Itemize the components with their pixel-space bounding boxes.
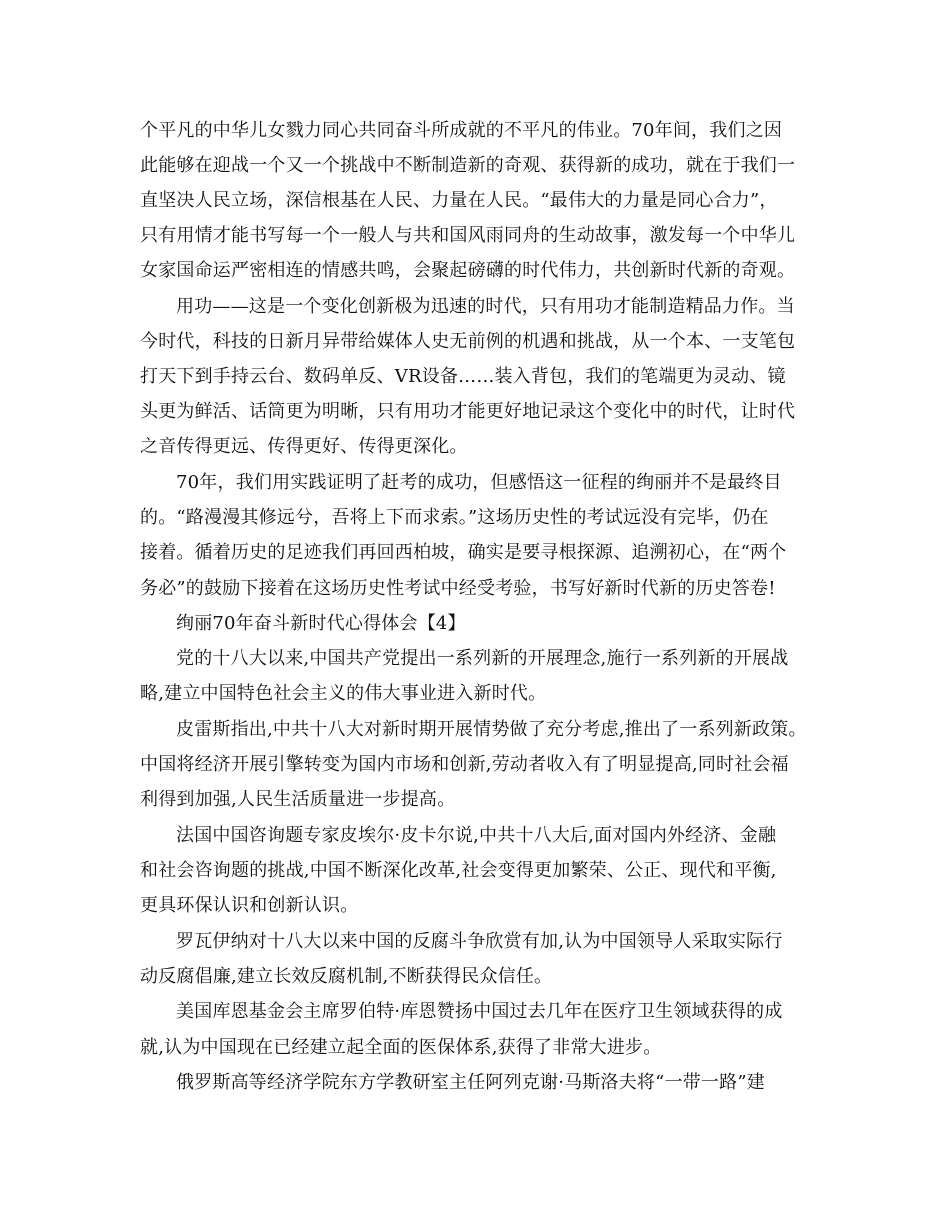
paragraph-line: 务必”的鼓励下接着在这场历史性考试中经受考验，书写好新时代新的历史答卷!: [140, 578, 776, 599]
paragraph-line: 直坚决人民立场，深信根基在人民、力量在人民。“最伟大的力量是同心合力”，: [140, 190, 778, 211]
paragraph-line: 略,建立中国特色社会主义的伟大事业进入新时代。: [140, 683, 547, 704]
paragraph-line: 和社会咨询题的挑战,中国不断深化改革,社会变得更加繁荣、公正、现代和平衡,: [140, 860, 777, 881]
paragraph-line: 俄罗斯高等经济学院东方学教研室主任阿列克谢·马斯洛夫将“一带一路”建: [176, 1072, 765, 1093]
paragraph-line: 70年，我们用实践证明了赶考的成功，但感悟这一征程的绚丽并不是最终目: [176, 472, 782, 493]
paragraph-line: 此能够在迎战一个又一个挑战中不断制造新的奇观、获得新的成功，就在于我们一: [140, 155, 796, 176]
paragraph-line: 美国库恩基金会主席罗伯特·库恩赞扬中国过去几年在医疗卫生领域获得的成: [176, 1001, 783, 1022]
paragraph-line: 动反腐倡廉,建立长效反腐机制,不断获得民众信任。: [140, 966, 553, 987]
paragraph-line: 利得到加强,人民生活质量进一步提高。: [140, 789, 456, 810]
paragraph-line: 皮雷斯指出,中共十八大对新时期开展情势做了充分考虑,推出了一系列新政策。: [176, 719, 807, 740]
paragraph-line: 更具环保认识和创新认识。: [140, 895, 359, 916]
paragraph-line: 就,认为中国现在已经建立起全面的医保体系,获得了非常大进步。: [140, 1037, 662, 1058]
paragraph-line: 个平凡的中华儿女戮力同心共同奋斗所成就的不平凡的伟业。70年间，我们之因: [140, 120, 783, 141]
paragraph-line: 的。“路漫漫其修远兮，吾将上下而求索。”这场历史性的考试远没有完毕，仍在: [140, 507, 769, 528]
paragraph-line: 党的十八大以来,中国共产党提出一系列新的开展理念,施行一系列新的开展战: [176, 648, 789, 669]
paragraph-line: 只有用情才能书写每一个一般人与共和国风雨同舟的生动故事，激发每一个中华儿: [140, 225, 796, 246]
paragraph-line: 用功——这是一个变化创新极为迅速的时代，只有用功才能制造精品力作。当: [176, 296, 795, 317]
paragraph-line: 今时代，科技的日新月异带给媒体人史无前例的机遇和挑战，从一个本、一支笔包: [140, 331, 796, 352]
section-heading: 绚丽70年奋斗新时代心得体会【4】: [176, 613, 466, 634]
paragraph-line: 罗瓦伊纳对十八大以来中国的反腐斗争欣赏有加,认为中国领导人采取实际行: [176, 931, 783, 952]
paragraph-line: 打天下到手持云台、数码单反、VR设备……装入背包，我们的笔端更为灵动、镜: [140, 366, 786, 387]
paragraph-line: 之音传得更远、传得更好、传得更深化。: [140, 436, 468, 457]
paragraph-line: 头更为鲜活、话筒更为明晰，只有用功才能更好地记录这个变化中的时代，让时代: [140, 401, 796, 422]
paragraph-line: 法国中国咨询题专家皮埃尔·皮卡尔说,中共十八大后,面对国内外经济、金融: [176, 825, 777, 846]
paragraph-line: 接着。循着历史的足迹我们再回西柏坡，确实是要寻根探源、追溯初心，在“两个: [140, 542, 787, 563]
paragraph-line: 女家国命运严密相连的情感共鸣，会聚起磅礴的时代伟力，共创新时代新的奇观。: [140, 260, 796, 281]
paragraph-line: 中国将经济开展引擎转变为国内市场和创新,劳动者收入有了明显提高,同时社会福: [140, 754, 789, 775]
